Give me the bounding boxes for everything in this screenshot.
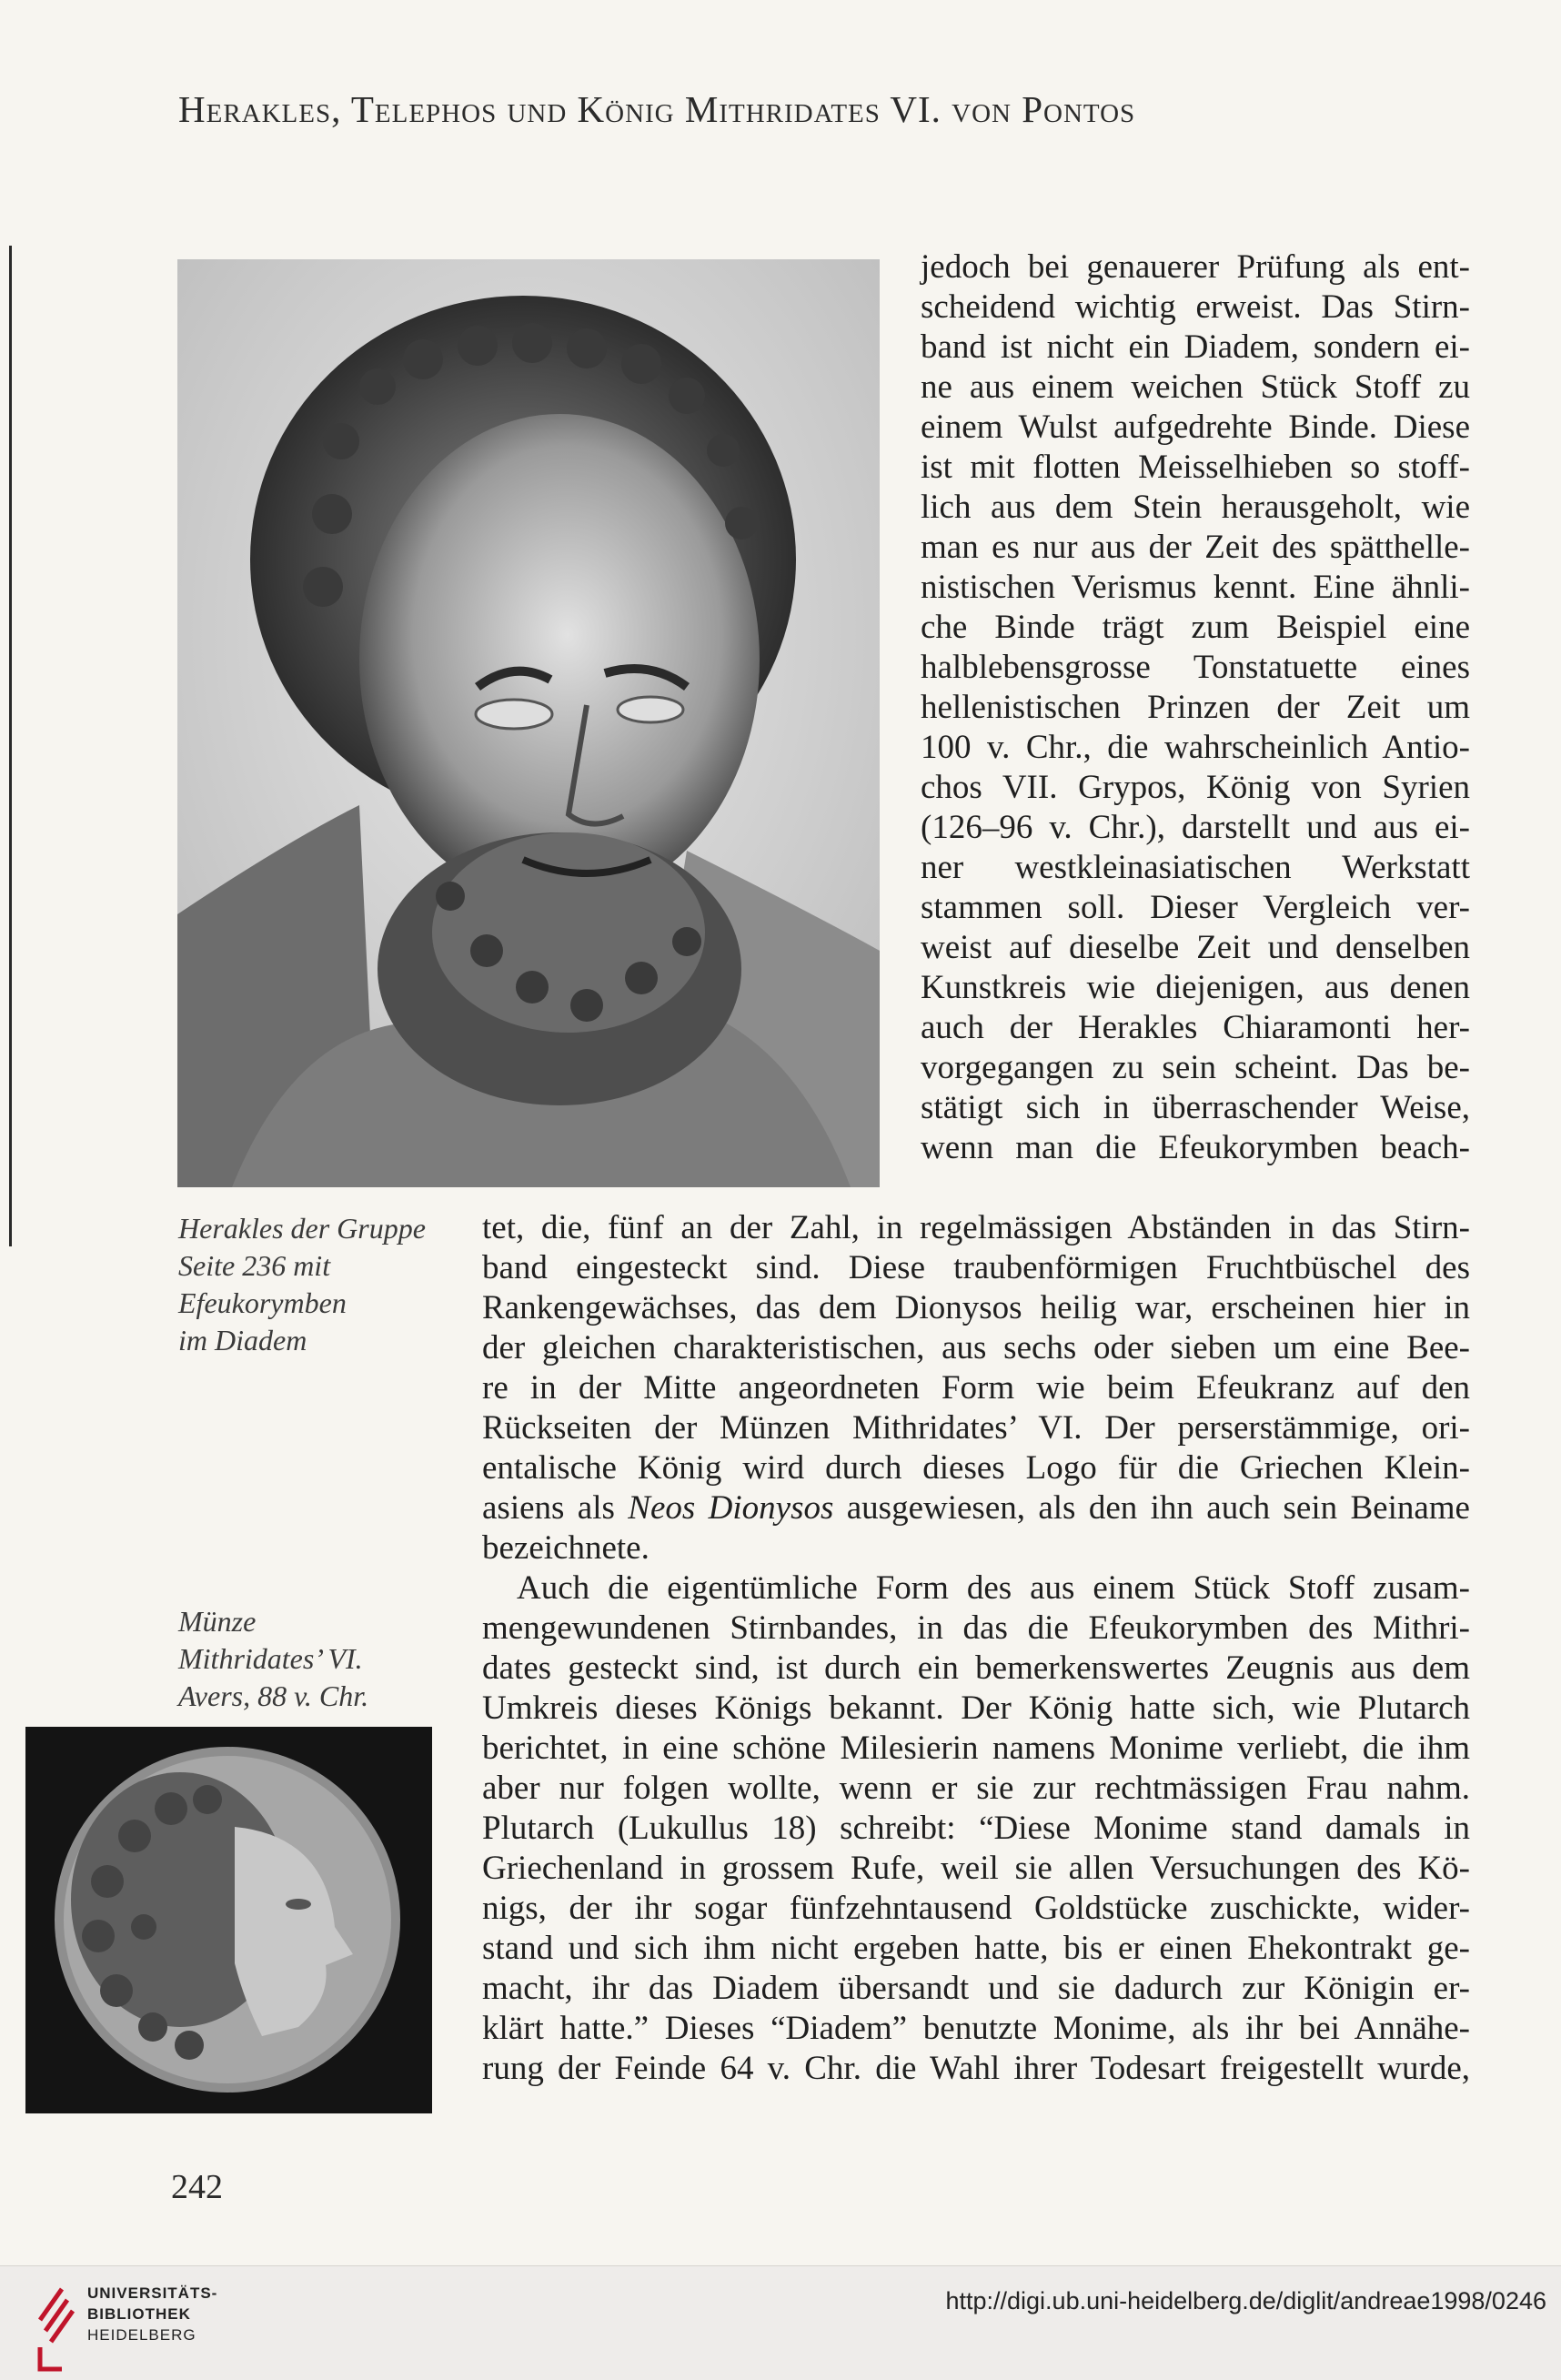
library-logo-icon[interactable]	[35, 2274, 80, 2375]
text-line: berichtet, in eine schöne Milesierin namens Monime verliebt, die ihm	[482, 1730, 1470, 1767]
text-line: Griechenland in grossem Rufe, weil sie allen Versuchungen des Kö-	[482, 1850, 1470, 1887]
text-line: 100 v. Chr., die wahrscheinlich Antio-	[921, 729, 1470, 766]
herakles-bust-photo	[177, 259, 880, 1187]
text-line: mengewundenen Stirnbandes, in das die Efeukorymben des Mithri-	[482, 1609, 1470, 1647]
text-line: ne aus einem weichen Stück Stoff zu	[921, 368, 1470, 406]
text-line: klärt hatte.” Dieses “Diadem” benutzte Monime, als ihr bei Annähe-	[482, 2010, 1470, 2047]
caption-line: Avers, 88 v. Chr.	[178, 1679, 369, 1712]
text-line: Plutarch (Lukullus 18) schreibt: “Diese Monime stand damals in	[482, 1810, 1470, 1847]
caption-coin	[178, 1603, 451, 1715]
text-line: Auch die eigentümliche Form des aus einem Stück Stoff zusam-	[517, 1569, 1470, 1607]
library-name-line[interactable]: HEIDELBERG	[87, 2326, 196, 2344]
text-line: wenn man die Efeukorymben beach-	[921, 1129, 1470, 1166]
bust-image	[177, 259, 880, 1187]
running-title: Herakles, Telephos und König Mithridates VI. von Pontos	[178, 88, 1136, 130]
text-line: chos VII. Grypos, König von Syrien	[921, 769, 1470, 806]
text-line: che Binde trägt zum Beispiel eine	[921, 609, 1470, 646]
caption-line: Seite 236 mit	[178, 1249, 331, 1282]
text-line: aber nur folgen wollte, wenn er sie zur rechtmässigen Frau nahm.	[482, 1770, 1470, 1807]
page-number: 242	[171, 2168, 223, 2206]
text-line: nigs, der ihr sogar fünfzehntausend Goldstücke zuschickte, wider-	[482, 1890, 1470, 1927]
library-name-line[interactable]: BIBLIOTHEK	[87, 2305, 191, 2323]
text-line: scheidend wichtig erweist. Das Stirn-	[921, 288, 1470, 326]
text-line: einem Wulst aufgedrehte Binde. Diese	[921, 408, 1470, 446]
text-line: entalische König wird durch dieses Logo für die Griechen Klein-	[482, 1449, 1470, 1487]
text-line: stätigt sich in überraschender Weise,	[921, 1089, 1470, 1126]
caption-bust	[178, 1210, 451, 1359]
caption-line: Münze	[178, 1605, 257, 1638]
text-line: band eingesteckt sind. Diese traubenförmigen Fruchtbüschel des	[482, 1249, 1470, 1286]
text-line: ist mit flotten Meisselhieben so stoff-	[921, 449, 1470, 486]
italic-term: Neos Dionysos	[628, 1489, 834, 1527]
text-line: stammen soll. Dieser Vergleich ver-	[921, 889, 1470, 926]
text-line: jedoch bei genauerer Prüfung als ent-	[921, 248, 1470, 286]
text-line: man es nur aus der Zeit des spätthelle-	[921, 529, 1470, 566]
text-line: weist auf dieselbe Zeit und denselben	[921, 929, 1470, 966]
text-line: der gleichen charakteristischen, aus sechs oder sieben um eine Bee-	[482, 1329, 1470, 1366]
text-line: Rückseiten der Münzen Mithridates’ VI. Der perserstämmige, ori-	[482, 1409, 1470, 1447]
binding-rule	[9, 246, 12, 1246]
text-line: band ist nicht ein Diadem, sondern ei-	[921, 328, 1470, 366]
text-line: rung der Feinde 64 v. Chr. die Wahl ihrer Todesart freigestellt wurde,	[482, 2050, 1470, 2087]
caption-line: Mithridates’ VI.	[178, 1642, 363, 1675]
text-line: (126–96 v. Chr.), darstellt und aus ei-	[921, 809, 1470, 846]
permalink-url[interactable]: http://digi.ub.uni-heidelberg.de/diglit/andreae1998/0246	[945, 2287, 1546, 2314]
text-line: lich aus dem Stein herausgeholt, wie	[921, 489, 1470, 526]
text-line: stand und sich ihm nicht ergeben hatte, bis er einen Ehekontrakt ge-	[482, 1930, 1470, 1967]
text-line: hellenistischen Prinzen der Zeit um	[921, 689, 1470, 726]
text-line: auch der Herakles Chiaramonti her-	[921, 1009, 1470, 1046]
mithridates-coin-photo	[25, 1727, 432, 2113]
footer-bar	[0, 2265, 1561, 2380]
text-line: Umkreis dieses Königs bekannt. Der König hatte sich, wie Plutarch	[482, 1689, 1470, 1727]
coin-image	[25, 1727, 432, 2113]
text-line: macht, ihr das Diadem übersandt und sie dadurch zur Königin er-	[482, 1970, 1470, 2007]
text-line: vorgegangen zu sein scheint. Das be-	[921, 1049, 1470, 1086]
text-line: re in der Mitte angeordneten Form wie beim Efeukranz auf den	[482, 1369, 1470, 1407]
text-line-neos-dionysos: asiens als Neos Dionysos ausgewiesen, als den ihn auch sein Beiname	[482, 1489, 1470, 1527]
library-name-line[interactable]: UNIVERSITÄTS-	[87, 2284, 218, 2302]
text-line: ner westkleinasiatischen Werkstatt	[921, 849, 1470, 886]
caption-line: Efeukorymben	[178, 1286, 347, 1319]
caption-line: im Diadem	[178, 1324, 307, 1356]
text-line: bezeichnete.	[482, 1529, 650, 1567]
text-line: Kunstkreis wie diejenigen, aus denen	[921, 969, 1470, 1006]
text-line: nistischen Verismus kennt. Eine ähnli-	[921, 569, 1470, 606]
text-line: halblebensgrosse Tonstatuette eines	[921, 649, 1470, 686]
text-line: tet, die, fünf an der Zahl, in regelmässigen Abständen in das Stirn-	[482, 1209, 1470, 1246]
text-line: Rankengewächses, das dem Dionysos heilig war, erscheinen hier in	[482, 1289, 1470, 1326]
text-line: dates gesteckt sind, ist durch ein bemerkenswertes Zeugnis aus dem	[482, 1649, 1470, 1687]
caption-line: Herakles der Gruppe	[178, 1212, 426, 1245]
